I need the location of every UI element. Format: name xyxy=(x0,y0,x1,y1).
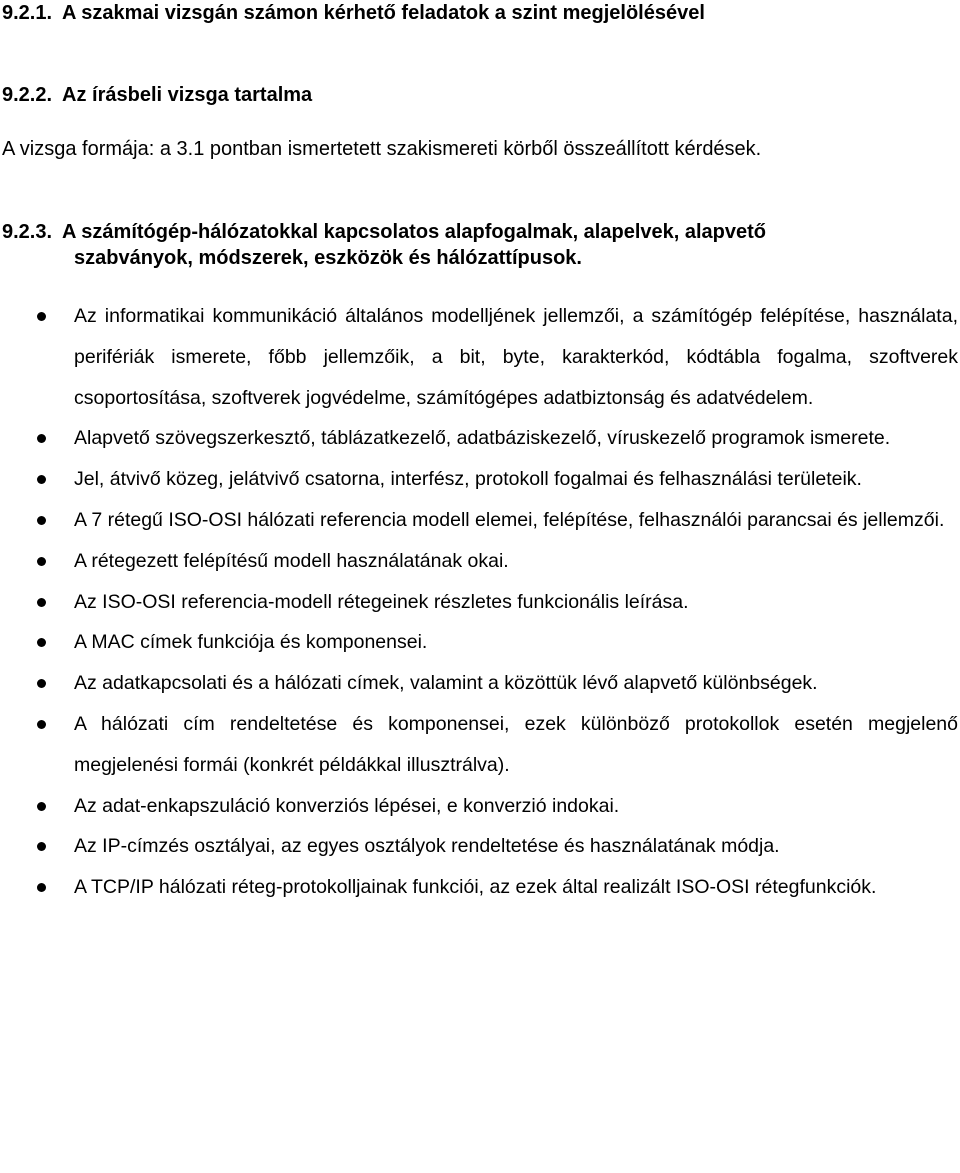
list-item-text: Az ISO-OSI referencia-modell rétegeinek részletes funkcionális leírása. xyxy=(74,590,689,613)
list-item-text: Az adat-enkapszuláció konverziós lépései, e konverzió indokai. xyxy=(74,794,620,817)
bullet-icon xyxy=(37,312,46,321)
list-item-text: Az IP-címzés osztályai, az egyes osztályok rendeltetése és használatának módja. xyxy=(74,835,780,858)
list-item-text: A 7 rétegű ISO-OSI hálózati referencia modell elemei, felépítése, felhasználói parancsai és jellemzői. xyxy=(74,508,945,531)
bullet-icon xyxy=(37,475,46,484)
list-item xyxy=(0,867,960,908)
exam-form-text: A vizsga formája: a 3.1 pontban ismertetett szakismereti körből összeállított kérdések. xyxy=(2,138,762,160)
list-item xyxy=(0,500,960,541)
list-item-text: Jel, átvivő közeg, jelátvivő csatorna, interfész, protokoll fogalmai és felhasználási területeik. xyxy=(74,468,862,491)
bullet-icon xyxy=(37,557,46,566)
list-item xyxy=(0,704,960,786)
list-item xyxy=(0,622,960,663)
list-item xyxy=(0,418,960,459)
list-item-text: A MAC címek funkciója és komponensei. xyxy=(74,631,428,654)
bullet-icon xyxy=(37,720,46,729)
bullet-icon xyxy=(37,516,46,525)
list-item xyxy=(0,296,960,418)
bullet-icon xyxy=(37,679,46,688)
topic-list xyxy=(0,296,960,908)
list-item-text: A TCP/IP hálózati réteg-protokolljainak funkciói, az ezek által realizált ISO-OSI rétegfunkciók. xyxy=(74,876,877,899)
section-heading-9-2-1 xyxy=(2,0,705,26)
list-item-text: Alapvető szövegszerkesztő, táblázatkezelő, adatbáziskezelő, víruskezelő programok ismerete. xyxy=(74,427,891,450)
section-number: 9.2.2. xyxy=(2,84,53,106)
bullet-icon xyxy=(37,842,46,851)
section-number: 9.2.1. xyxy=(2,2,53,24)
section-heading-9-2-2 xyxy=(2,82,312,108)
list-item xyxy=(0,786,960,827)
list-item xyxy=(0,459,960,500)
list-item-text: Az adatkapcsolati és a hálózati címek, valamint a közöttük lévő alapvető különbségek. xyxy=(74,672,818,695)
bullet-icon xyxy=(37,638,46,647)
list-item-text: A rétegezett felépítésű modell használatának okai. xyxy=(74,549,509,572)
list-item-text: Az informatikai kommunikáció általános modelljének jellemzői, a számítógép felépítése, használata, perifériák ismerete, főbb jellemzőik, a bit, byte, karakterkód, kódtábla fogalma, szoftverek csoportosítása, szoftverek jogvédelme, számítógépes adatbiztonság és adatvédelem. xyxy=(74,305,958,409)
list-item xyxy=(0,826,960,867)
section-title-line1: A számítógép-hálózatokkal kapcsolatos alapfogalmak, alapelvek, alapvető xyxy=(62,221,767,243)
bullet-icon xyxy=(37,883,46,892)
section-title: Az írásbeli vizsga tartalma xyxy=(62,84,313,106)
list-item xyxy=(0,541,960,582)
bullet-icon xyxy=(37,434,46,443)
list-item xyxy=(0,663,960,704)
bullet-icon xyxy=(37,598,46,607)
section-number: 9.2.3. xyxy=(2,221,53,243)
section-title-line2: szabványok, módszerek, eszközök és hálózattípusok. xyxy=(74,247,582,269)
section-heading-9-2-3 xyxy=(2,219,960,271)
list-item xyxy=(0,582,960,623)
bullet-icon xyxy=(37,802,46,811)
section-title: A szakmai vizsgán számon kérhető feladatok a szint megjelölésével xyxy=(62,2,705,24)
list-item-text: A hálózati cím rendeltetése és komponensei, ezek különböző protokollok esetén megjelenő megjelenési formái (konkrét példákkal illusztrálva). xyxy=(74,712,958,776)
